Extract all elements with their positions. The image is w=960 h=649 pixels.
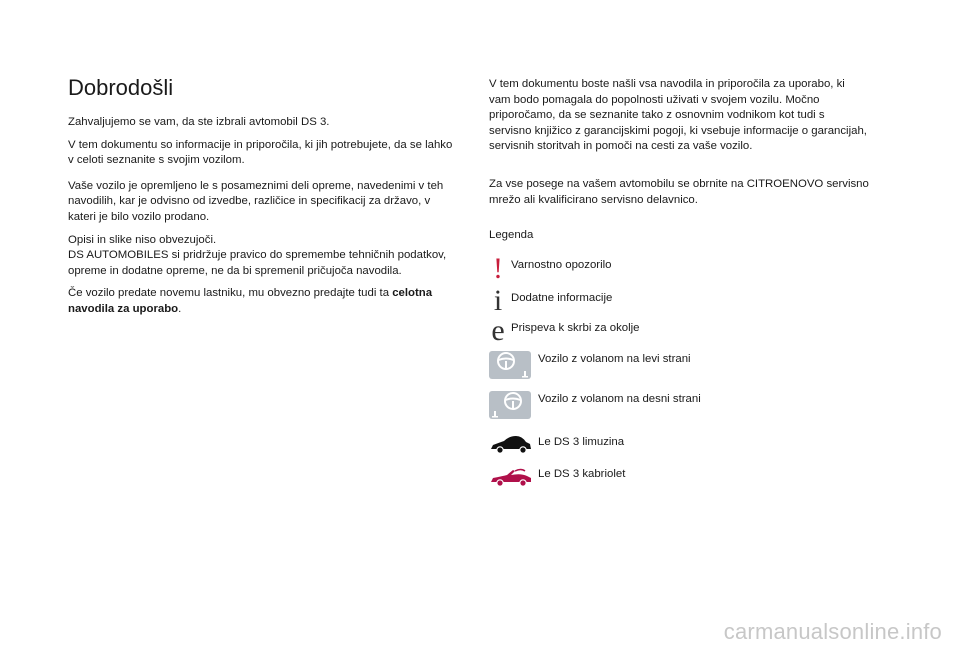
- legend-label-left-hand-drive: Vozilo z volanom na levi strani: [538, 352, 691, 365]
- legend-label-cabriolet: Le DS 3 kabriolet: [538, 467, 626, 480]
- eco-e-icon: e: [491, 313, 505, 347]
- intro-paragraph: Zahvaljujemo se vam, da ste izbrali avtomobil DS 3.: [68, 116, 330, 128]
- disclaimer-paragraph: [68, 233, 458, 280]
- equipment-paragraph: Vaše vozilo je opremljeno le s posameznimi deli opreme, navedenimi v teh navodilih, kar je odvisno od izvedbe, različice in specifikacij za državo, v kateri je bilo vozilo prodano.: [68, 179, 444, 223]
- left-hand-drive-icon: [489, 348, 531, 380]
- warning-exclamation-icon: !: [493, 251, 503, 285]
- watermark-text: carmanualsonline.info: [723, 619, 942, 644]
- legend-item-info: [489, 283, 809, 317]
- legend-title: Legenda: [489, 229, 534, 242]
- legend-item-warning: [489, 251, 809, 285]
- handover-suffix: .: [178, 302, 182, 315]
- handover-bold-text: celotna navodila za uporabo: [68, 287, 433, 315]
- legend-item-right-hand-drive: [489, 388, 809, 422]
- legend-label-warning: Varnostno opozorilo: [511, 258, 612, 271]
- legend-label-sedan: Le DS 3 limuzina: [538, 435, 625, 448]
- legend-item-cabriolet: [489, 464, 809, 494]
- sedan-car-icon: [489, 432, 533, 456]
- cabriolet-car-icon: [489, 464, 533, 488]
- service-paragraph: Za vse posege na vašem avtomobilu se obrnite na CITROENOVO servisno mrežo ali kvalificirano servisno delavnico.: [489, 177, 869, 206]
- legend-label-eco: Prispeva k skrbi za okolje: [511, 321, 640, 334]
- right-hand-drive-icon: [489, 388, 531, 420]
- legend-item-eco: [489, 313, 809, 347]
- disclaimer-line-1: Opisi in slike niso obvezujoči.: [68, 233, 217, 246]
- right-column: [489, 74, 869, 480]
- disclaimer-line-2: DS AUTOMOBILES si pridržuje pravico do spremembe tehničnih podatkov, opreme in dodatne opreme, ne da bi spremenil pričujoča navodila.: [68, 249, 447, 277]
- handover-paragraph: [68, 286, 458, 317]
- page-title: Dobrodošli: [68, 75, 174, 100]
- legend-item-sedan: [489, 432, 809, 462]
- legend-item-left-hand-drive: [489, 348, 809, 382]
- handover-text: Če vozilo predate novemu lastniku, mu obvezno predajte tudi ta: [68, 287, 393, 300]
- left-column: [68, 74, 458, 318]
- recommendations-paragraph: V tem dokumentu boste našli vsa navodila in priporočila za uporabo, ki vam bodo pomagala do popolnosti uživati v svojem vozilu. Močno priporočamo, da se seznanite tako z osnovnim vodnikom kot tudi s servisno knjižico z garancijskimi pogoji, ki vsebuje informacije o garancijah, servisnih storitvah in pomoči na cesti za vaše vozilo.: [489, 78, 867, 153]
- legend-label-info: Dodatne informacije: [511, 291, 613, 304]
- document-info-paragraph: V tem dokumentu so informacije in priporočila, ki jih potrebujete, da se lahko v celoti seznanite s svojim vozilom.: [68, 138, 453, 167]
- info-i-icon: i: [493, 283, 503, 317]
- legend-label-right-hand-drive: Vozilo z volanom na desni strani: [538, 392, 701, 405]
